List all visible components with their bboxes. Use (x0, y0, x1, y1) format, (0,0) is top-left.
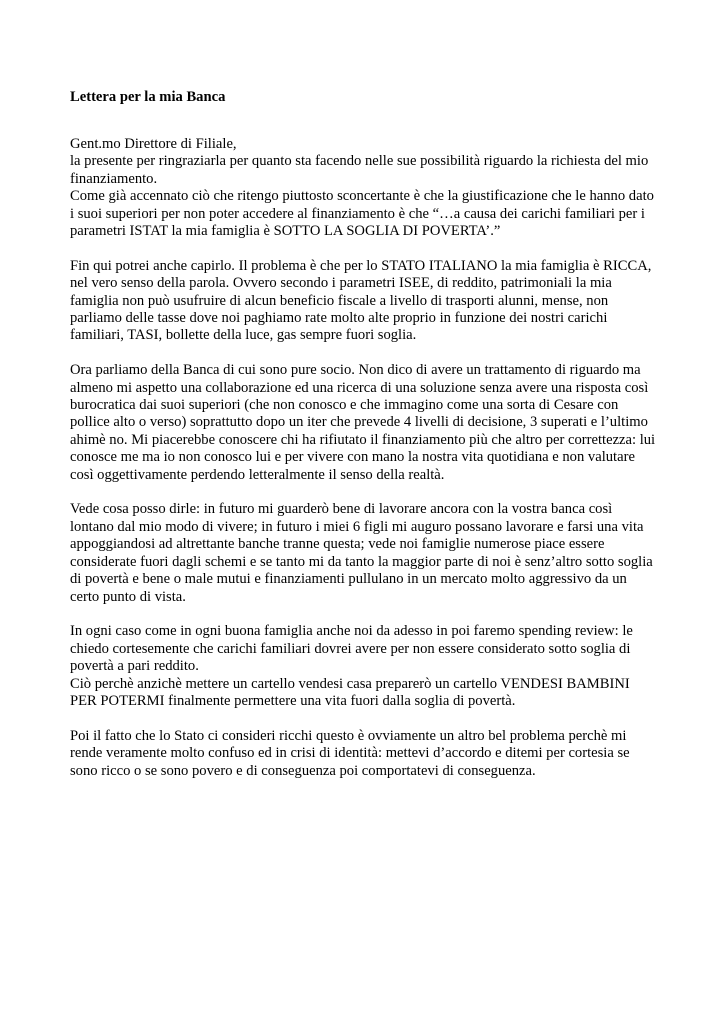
text-line: In ogni caso come in ogni buona famiglia anche noi da adesso in poi faremo spending review: le (70, 623, 633, 640)
text-line: Come già accennato ciò che ritengo piuttosto sconcertante è che la giustificazione che le hanno dato (70, 188, 654, 205)
text-line: i suoi superiori per non poter accedere al finanziamento è che “…a causa dei carichi familiari per i (70, 205, 645, 222)
text-line: PER POTERMI finalmente permettere una vita fuori dalla soglia di povertà. (70, 692, 516, 709)
text-line: sono ricco o se sono povero e di conseguenza poi comportatevi di conseguenza. (70, 762, 536, 779)
paragraph-closing (70, 728, 670, 780)
text-line: certo punto di vista. (70, 588, 186, 605)
text-line: rende veramente molto confuso ed in crisi di identità: mettevi d’accordo e ditemi per cortesia se (70, 745, 630, 762)
letter-title: Lettera per la mia Banca (70, 89, 226, 105)
text-line: parliamo delle tasse dove noi paghiamo rate molto alte proprio in funzione dei nostri carichi (70, 310, 608, 327)
text-line: la presente per ringraziarla per quanto sta facendo nelle sue possibilità riguardo la richiesta del mio (70, 153, 649, 170)
text-line: Poi il fatto che lo Stato ci consideri ricchi questo è ovviamente un altro bel problema perchè mi (70, 727, 627, 744)
letter-body (70, 136, 670, 797)
text-line: Ciò perchè anzichè mettere un cartello vendesi casa preparerò un cartello VENDESI BAMBINI (70, 675, 630, 692)
text-line: di povertà e bene o male mutui e finanziamenti pullulano in un mercato molto aggressivo da un (70, 571, 627, 588)
text-line: pollice alto o verso) soprattutto dopo un iter che prevede 4 livelli di decisione, 3 superati e l’ultimo (70, 414, 648, 431)
text-line: almeno mi aspetto una collaborazione ed una ricerca di una soluzione senza avere una risposta così (70, 379, 649, 396)
text-line: Vede cosa posso dirle: in futuro mi guarderò bene di lavorare ancora con la vostra banca così (70, 501, 613, 518)
text-line: familiari, TASI, bollette della luce, gas sempre fuori soglia. (70, 327, 417, 344)
paragraph-state-rich (70, 258, 670, 345)
paragraph-bank (70, 362, 670, 484)
text-line: Fin qui potrei anche capirlo. Il problema è che per lo STATO ITALIANO la mia famiglia è RICCA, (70, 257, 652, 274)
text-line: parametri ISTAT la mia famiglia è SOTTO LA SOGLIA DI POVERTA’.” (70, 223, 501, 240)
paragraph-spending-review (70, 623, 670, 710)
text-line: nel vero senso della parola. Ovvero secondo i parametri ISEE, di reddito, patrimoniali la mia (70, 275, 612, 292)
text-line: appoggiandosi ad altrettante banche tranne questa; vede noi famiglie numerose piace essere (70, 536, 605, 553)
text-line: conosce me ma io non conosco lui e per vivere con mano la nostra vita quotidiana e non valutare (70, 449, 635, 466)
text-line: finanziamento. (70, 170, 158, 187)
text-line: lontano dal mio modo di vivere; in futuro i miei 6 figli mi auguro possano lavorare e farsi una vita (70, 518, 644, 535)
text-line: ahimè no. Mi piacerebbe conoscere chi ha rifiutato il finanziamento più che altro per correttezza: lui (70, 431, 656, 448)
text-line: Ora parliamo della Banca di cui sono pure socio. Non dico di avere un trattamento di riguardo ma (70, 362, 641, 379)
text-line: povertà a pari reddito. (70, 658, 199, 675)
text-line: considerate fuori dagli schemi e se tanto mi da tanto la maggior parte di noi è senz’altro sotto soglia (70, 553, 653, 570)
paragraph-greeting (70, 136, 670, 240)
text-line: burocratica dai suoi superiori (che non conosco e che immagino come una sorta di Cesare con (70, 397, 619, 414)
text-line: Gent.mo Direttore di Filiale, (70, 136, 237, 152)
text-line: famiglia non può usufruire di alcun beneficio fiscale a livello di trasporti alunni, mense, non (70, 292, 609, 309)
text-line: chiedo cortesemente che carichi familiari dovrei avere per non essere considerato sotto soglia di (70, 640, 631, 657)
paragraph-future (70, 501, 670, 605)
text-line: così oggettivamente perdendo letteralmente il senso della realtà. (70, 466, 445, 483)
